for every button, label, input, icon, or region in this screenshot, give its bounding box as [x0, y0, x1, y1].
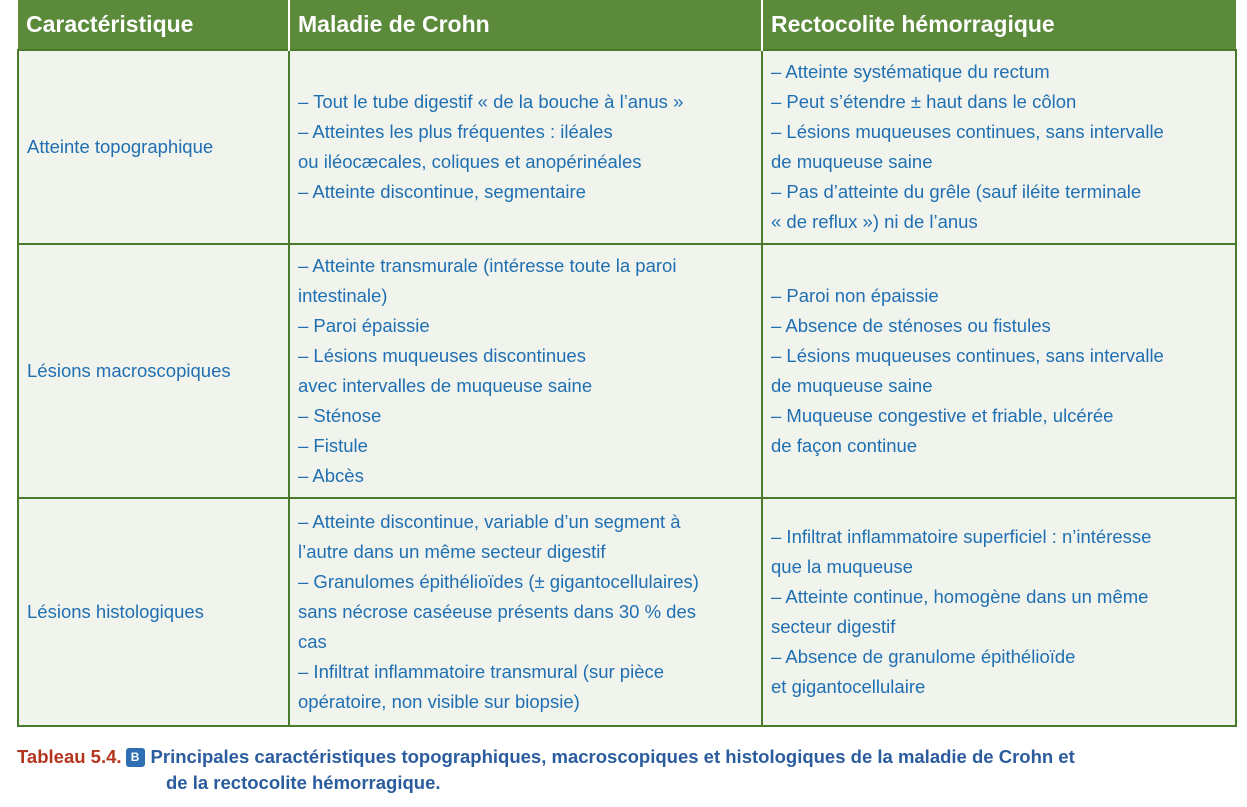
rch-cell — [762, 50, 1236, 244]
cell-line: – Lésions muqueuses continues, sans intervalle — [771, 121, 1164, 142]
cell-line: secteur digestif — [771, 616, 896, 637]
cell-line: – Abcès — [298, 465, 364, 486]
table-header-row — [18, 0, 1236, 50]
caption-number: Tableau 5.4. — [17, 746, 122, 767]
row-label: Lésions macroscopiques — [18, 244, 289, 498]
crohn-cell — [289, 50, 762, 244]
header-maladie-de-crohn: Maladie de Crohn — [289, 0, 762, 50]
rch-cell — [762, 498, 1236, 726]
cell-line: – Sténose — [298, 405, 382, 426]
cell-line: ou iléocæcales, coliques et anopérinéales — [298, 151, 642, 172]
cell-line: de muqueuse saine — [771, 375, 933, 396]
table-caption — [17, 744, 1235, 796]
cell-line: – Atteinte discontinue, segmentaire — [298, 181, 586, 202]
crohn-cell — [289, 244, 762, 498]
header-caracteristique: Caractéristique — [18, 0, 289, 50]
cell-line: opératoire, non visible sur biopsie) — [298, 691, 580, 712]
cell-line: – Fistule — [298, 435, 368, 456]
cell-line: – Paroi non épaissie — [771, 285, 939, 306]
cell-line: – Granulomes épithélioïdes (± gigantocellulaires) — [298, 571, 699, 592]
cell-line: avec intervalles de muqueuse saine — [298, 375, 593, 396]
cell-line: – Lésions muqueuses continues, sans intervalle — [771, 345, 1164, 366]
row-label: Atteinte topographique — [18, 50, 289, 244]
cell-line: – Tout le tube digestif « de la bouche à l’anus » — [298, 91, 684, 112]
cell-line: – Pas d’atteinte du grêle (sauf iléite terminale — [771, 181, 1142, 202]
level-badge-icon: B — [126, 748, 145, 767]
cell-line: de muqueuse saine — [771, 151, 933, 172]
cell-line: – Infiltrat inflammatoire transmural (sur pièce — [298, 661, 665, 682]
caption-text-line2: de la rectocolite hémorragique. — [166, 772, 441, 793]
header-rectocolite: Rectocolite hémorragique — [762, 0, 1236, 50]
cell-line: l’autre dans un même secteur digestif — [298, 541, 606, 562]
table-row — [18, 50, 1236, 244]
table-row — [18, 498, 1236, 726]
cell-line: et gigantocellulaire — [771, 676, 926, 697]
cell-line: – Lésions muqueuses discontinues — [298, 345, 586, 366]
cell-line: – Paroi épaissie — [298, 315, 430, 336]
cell-line: – Atteinte transmurale (intéresse toute la paroi — [298, 255, 677, 276]
cell-line: « de reflux ») ni de l’anus — [771, 211, 978, 232]
caption-text-line1: Principales caractéristiques topographiques, macroscopiques et histologiques de la maladie de Crohn et — [150, 746, 1075, 767]
rch-cell — [762, 244, 1236, 498]
cell-line: – Atteinte continue, homogène dans un même — [771, 586, 1149, 607]
cell-line: – Atteinte discontinue, variable d’un segment à — [298, 511, 681, 532]
cell-line: – Peut s’étendre ± haut dans le côlon — [771, 91, 1077, 112]
comparison-table — [17, 0, 1237, 727]
cell-line: – Atteintes les plus fréquentes : iléales — [298, 121, 613, 142]
cell-line: – Muqueuse congestive et friable, ulcérée — [771, 405, 1114, 426]
crohn-cell — [289, 498, 762, 726]
cell-line: – Atteinte systématique du rectum — [771, 61, 1050, 82]
cell-line: – Infiltrat inflammatoire superficiel : n’intéresse — [771, 526, 1152, 547]
cell-line: de façon continue — [771, 435, 918, 456]
table-row — [18, 244, 1236, 498]
cell-line: – Absence de granulome épithélioïde — [771, 646, 1076, 667]
cell-line: sans nécrose caséeuse présents dans 30 % des — [298, 601, 696, 622]
cell-line: cas — [298, 631, 327, 652]
cell-line: que la muqueuse — [771, 556, 913, 577]
cell-line: – Absence de sténoses ou fistules — [771, 315, 1051, 336]
row-label: Lésions histologiques — [18, 498, 289, 726]
cell-line: intestinale) — [298, 285, 388, 306]
